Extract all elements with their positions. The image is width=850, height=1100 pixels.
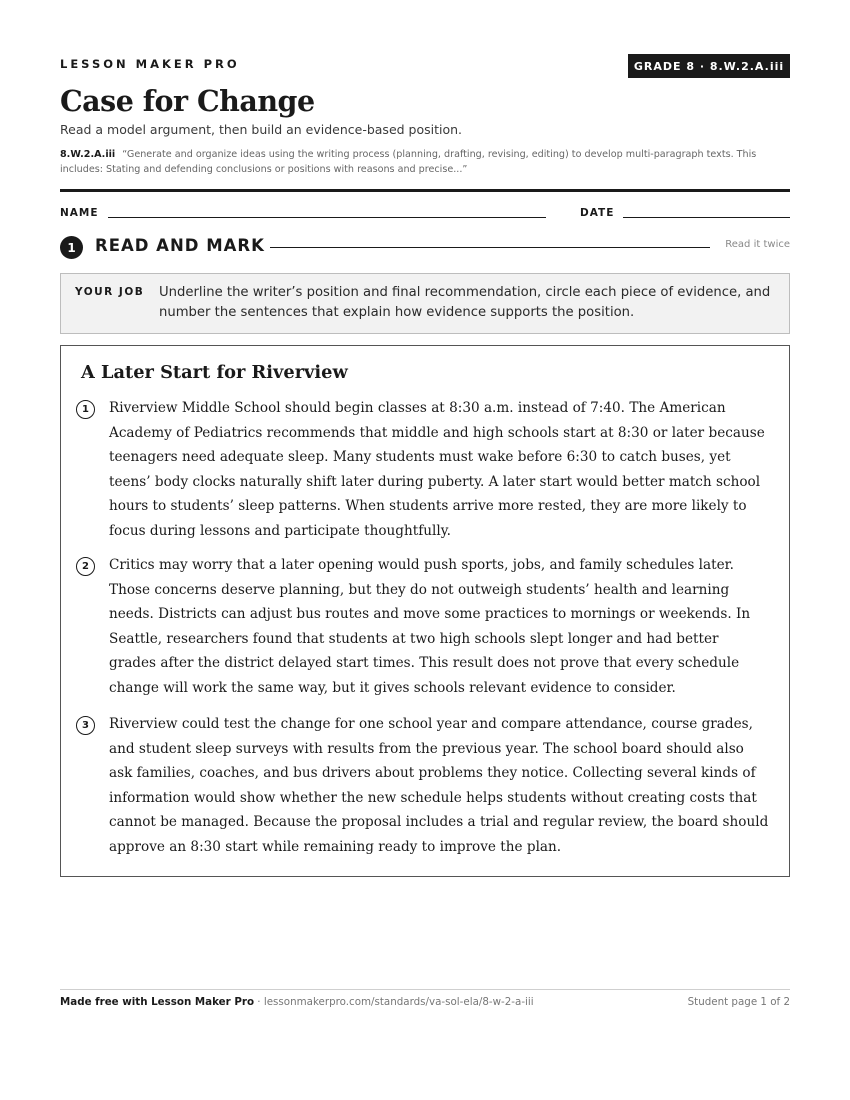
- section-divider: [270, 247, 710, 248]
- section-note: Read it twice: [725, 239, 790, 250]
- paragraph-number-badge: 3: [76, 716, 95, 735]
- job-label: YOUR JOB: [75, 286, 145, 298]
- page-title: Case for Change: [60, 84, 315, 118]
- step-number-badge: 1: [60, 236, 83, 259]
- name-date-row: [60, 205, 790, 221]
- paragraph-text: Riverview Middle School should begin classes at 8:30 a.m. instead of 7:40. The American Academy of Pediatrics recommends that middle and high schools start at 8:30 or later because teenagers need adequate sleep. Many students must wake before 6:30 to catch buses, yet teens’ body clocks naturally shift later during puberty. A later start would better match school hours to students’ sleep patterns. When students arrive more rested, they are more likely to focus during lessons and participate thoughtfully.: [109, 400, 765, 539]
- page-subtitle: Read a model argument, then build an evidence-based position.: [60, 122, 463, 137]
- standard-text: “Generate and organize ideas using the writing process (planning, drafting, revising, editing) to develop multi-paragraph texts. This includes: Stating and defending conclusions or positions with reasons and precise...”: [60, 149, 757, 175]
- passage-title: A Later Start for Riverview: [81, 362, 348, 383]
- date-label: DATE: [580, 207, 615, 219]
- footer-page-number: Student page 1 of 2: [687, 996, 790, 1008]
- paragraph-number-badge: 1: [76, 400, 95, 419]
- footer-made-with: Made free with Lesson Maker Pro: [60, 996, 255, 1008]
- name-field-line[interactable]: [108, 217, 546, 218]
- footer-credit: [60, 996, 534, 1008]
- footer-divider: [60, 989, 790, 990]
- header-divider: [60, 189, 790, 192]
- job-text: Underline the writer’s position and final recommendation, circle each piece of evidence, and number the sentences that explain how evidence supports the position.: [159, 285, 771, 320]
- brand-logo-text: LESSON MAKER PRO: [60, 57, 240, 71]
- date-field-line[interactable]: [623, 217, 790, 218]
- standard-code: 8.W.2.A.iii: [60, 149, 116, 160]
- paragraph-text: Critics may worry that a later opening would push sports, jobs, and family schedules later. Those concerns deserve planning, but they do not outweigh students’ health and learning needs. Districts can adjust bus routes and move some practices to mornings or weekends. In Seattle, researchers found that students at two high schools slept longer and had better grades after the district delayed start times. This result does not prove that every schedule change will work the same way, but it gives schools relevant evidence to consider.: [109, 557, 751, 696]
- section-title: READ AND MARK: [95, 236, 265, 255]
- name-label: NAME: [60, 207, 99, 219]
- section-heading: [60, 235, 790, 259]
- paragraph-text: Riverview could test the change for one school year and compare attendance, course grades, and student sleep surveys with results from the previous year. The school board should also ask families, coaches, and bus drivers about problems they notice. Collecting several kinds of information would show whether the new schedule helps students without creating costs that cannot be managed. Because the proposal includes a trial and regular review, the board should approve an 8:30 start while remaining ready to improve the plan.: [109, 716, 769, 855]
- job-instructions-box: [60, 273, 790, 334]
- grade-badge: GRADE 8 · 8.W.2.A.iii: [628, 54, 790, 78]
- footer-url[interactable]: · lessonmakerpro.com/standards/va-sol-ela/8-w-2-a-iii: [254, 996, 534, 1008]
- standard-description: [60, 147, 790, 177]
- paragraph-number-badge: 2: [76, 557, 95, 576]
- worksheet-page: [60, 0, 790, 1100]
- reading-passage: [60, 345, 790, 877]
